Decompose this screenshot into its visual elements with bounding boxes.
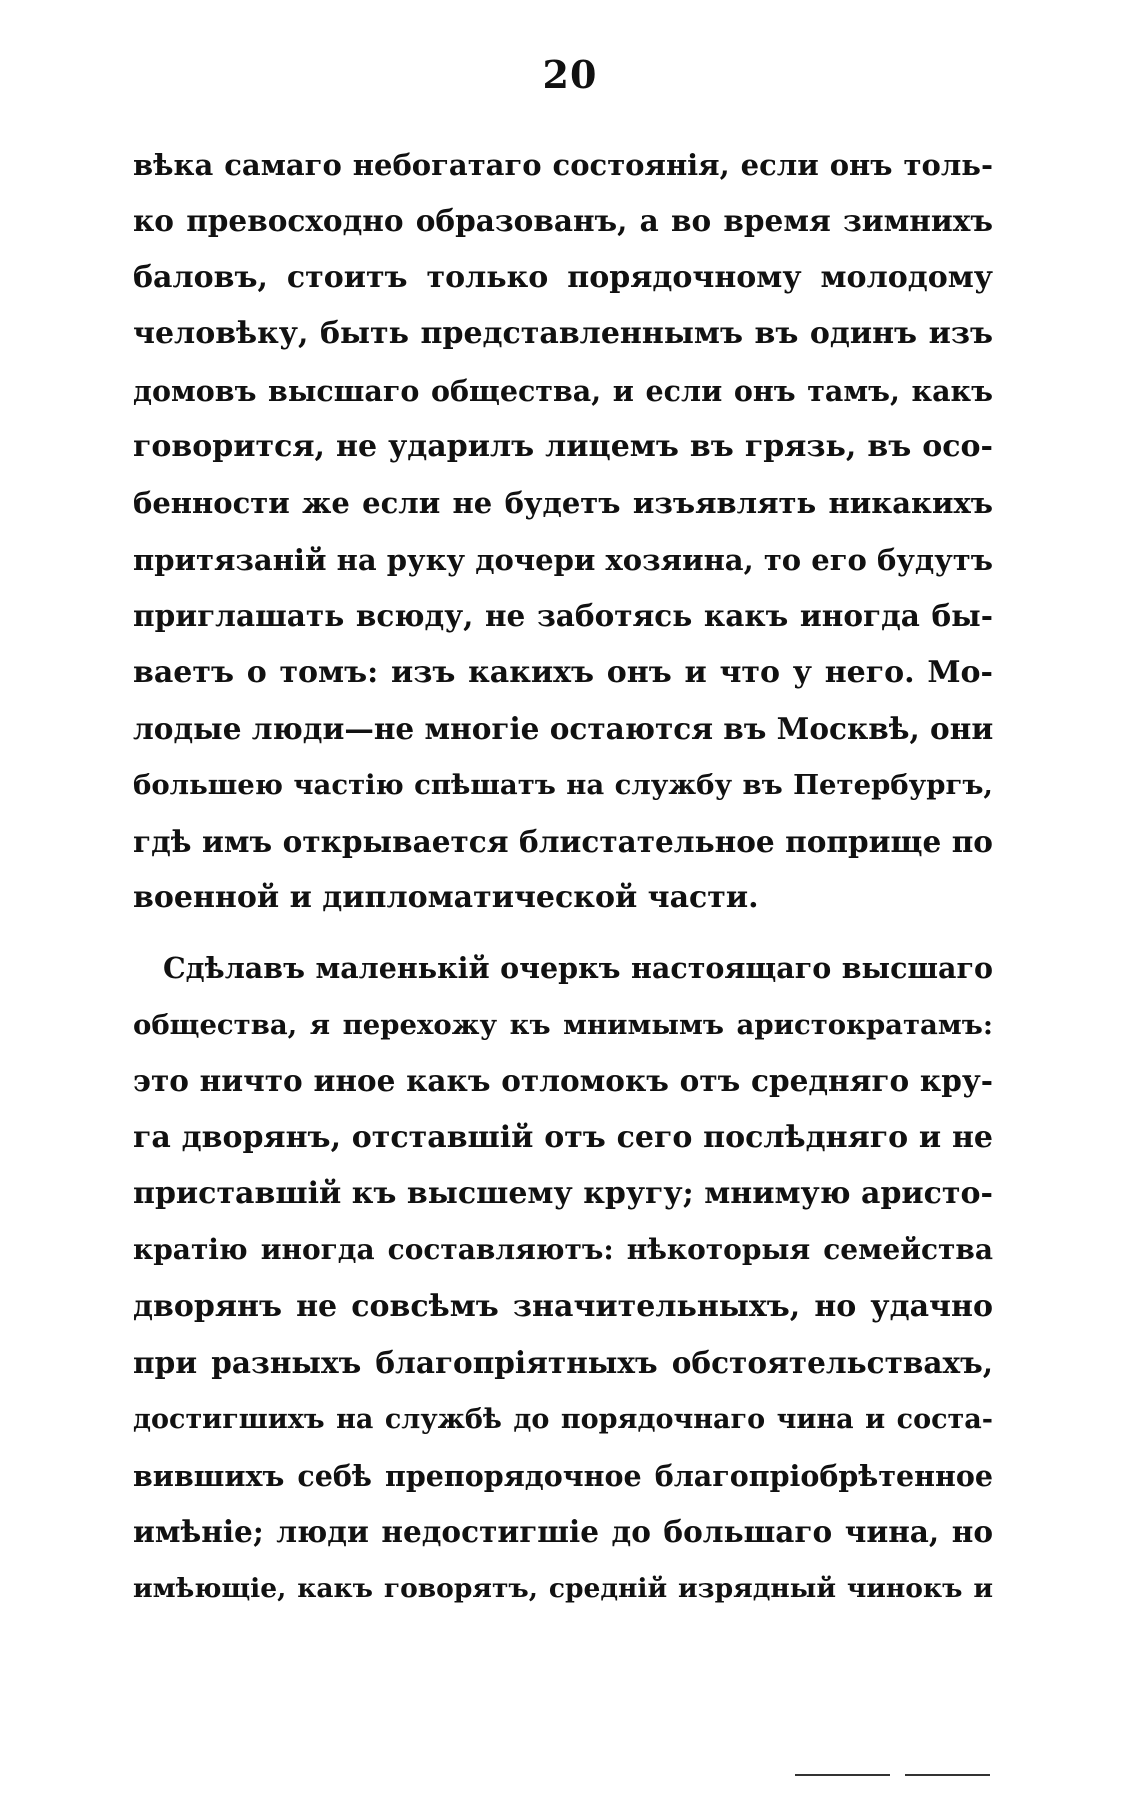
paragraph: [133, 940, 993, 1617]
text-line: га дворянъ, отставшій отъ сего послѣдняго и не: [133, 1119, 993, 1155]
text-line: баловъ, стоитъ только порядочному молодому: [133, 259, 993, 295]
paragraph: [133, 137, 993, 926]
text-line: имѣющіе, какъ говорятъ, средній изрядный чинокъ и: [133, 1572, 993, 1604]
text-line: вившихъ себѣ препорядочное благопріобрѣтенное: [133, 1458, 993, 1493]
text-line: бенности же если не будетъ изъявлять никакихъ: [133, 486, 993, 521]
text-line: общества, я перехожу къ мнимымъ аристократамъ:: [133, 1008, 993, 1041]
text-line: лодые люди—не многіе остаются въ Москвѣ, они: [133, 710, 994, 746]
text-line: вѣка самаго небогатаго состоянія, если онъ толь-: [133, 148, 993, 182]
page-number: 20: [542, 52, 598, 97]
text-line: большею частію спѣшатъ на службу въ Петербургъ,: [133, 769, 993, 802]
text-line: Сдѣлавъ маленькій очеркъ настоящаго высшаго: [163, 951, 993, 986]
text-line: дворянъ не совсѣмъ значительныхъ, но удачно: [133, 1288, 993, 1324]
footer-rule: [795, 1774, 890, 1776]
text-line: приглашать всюду, не заботясь какъ иногда бы-: [133, 598, 993, 634]
text-line: человѣку, быть представленнымъ въ одинъ изъ: [133, 316, 993, 352]
text-line: при разныхъ благопріятныхъ обстоятельствахъ,: [133, 1345, 993, 1381]
footer-rule: [905, 1774, 990, 1776]
text-line: говорится, не ударилъ лицемъ въ грязь, въ осо-: [133, 428, 993, 464]
text-line: военной и дипломатической части.: [133, 880, 759, 916]
text-line: имѣніе; люди недостигшіе до большаго чина, но: [133, 1514, 993, 1550]
text-line: ваетъ о томъ: изъ какихъ онъ и что у него. Мо-: [133, 654, 993, 690]
text-line: это ничто иное какъ отломокъ отъ средняго кру-: [133, 1063, 993, 1099]
text-line: достигшихъ на службѣ до порядочнаго чина и соста-: [133, 1403, 993, 1435]
text-line: кратію иногда составляютъ: нѣкоторыя семейства: [133, 1233, 993, 1267]
body-text: [133, 137, 993, 1617]
text-line: ко превосходно образованъ, а во время зимнихъ: [133, 203, 993, 239]
paragraph-gap: [133, 926, 993, 940]
text-line: притязаній на руку дочери хозяина, то его будутъ: [133, 542, 993, 577]
text-line: гдѣ имъ открывается блистательное поприще по: [133, 823, 993, 859]
text-line: домовъ высшаго общества, и если онъ тамъ, какъ: [133, 373, 993, 408]
text-line: приставшій къ высшему кругу; мнимую аристо-: [133, 1176, 993, 1212]
